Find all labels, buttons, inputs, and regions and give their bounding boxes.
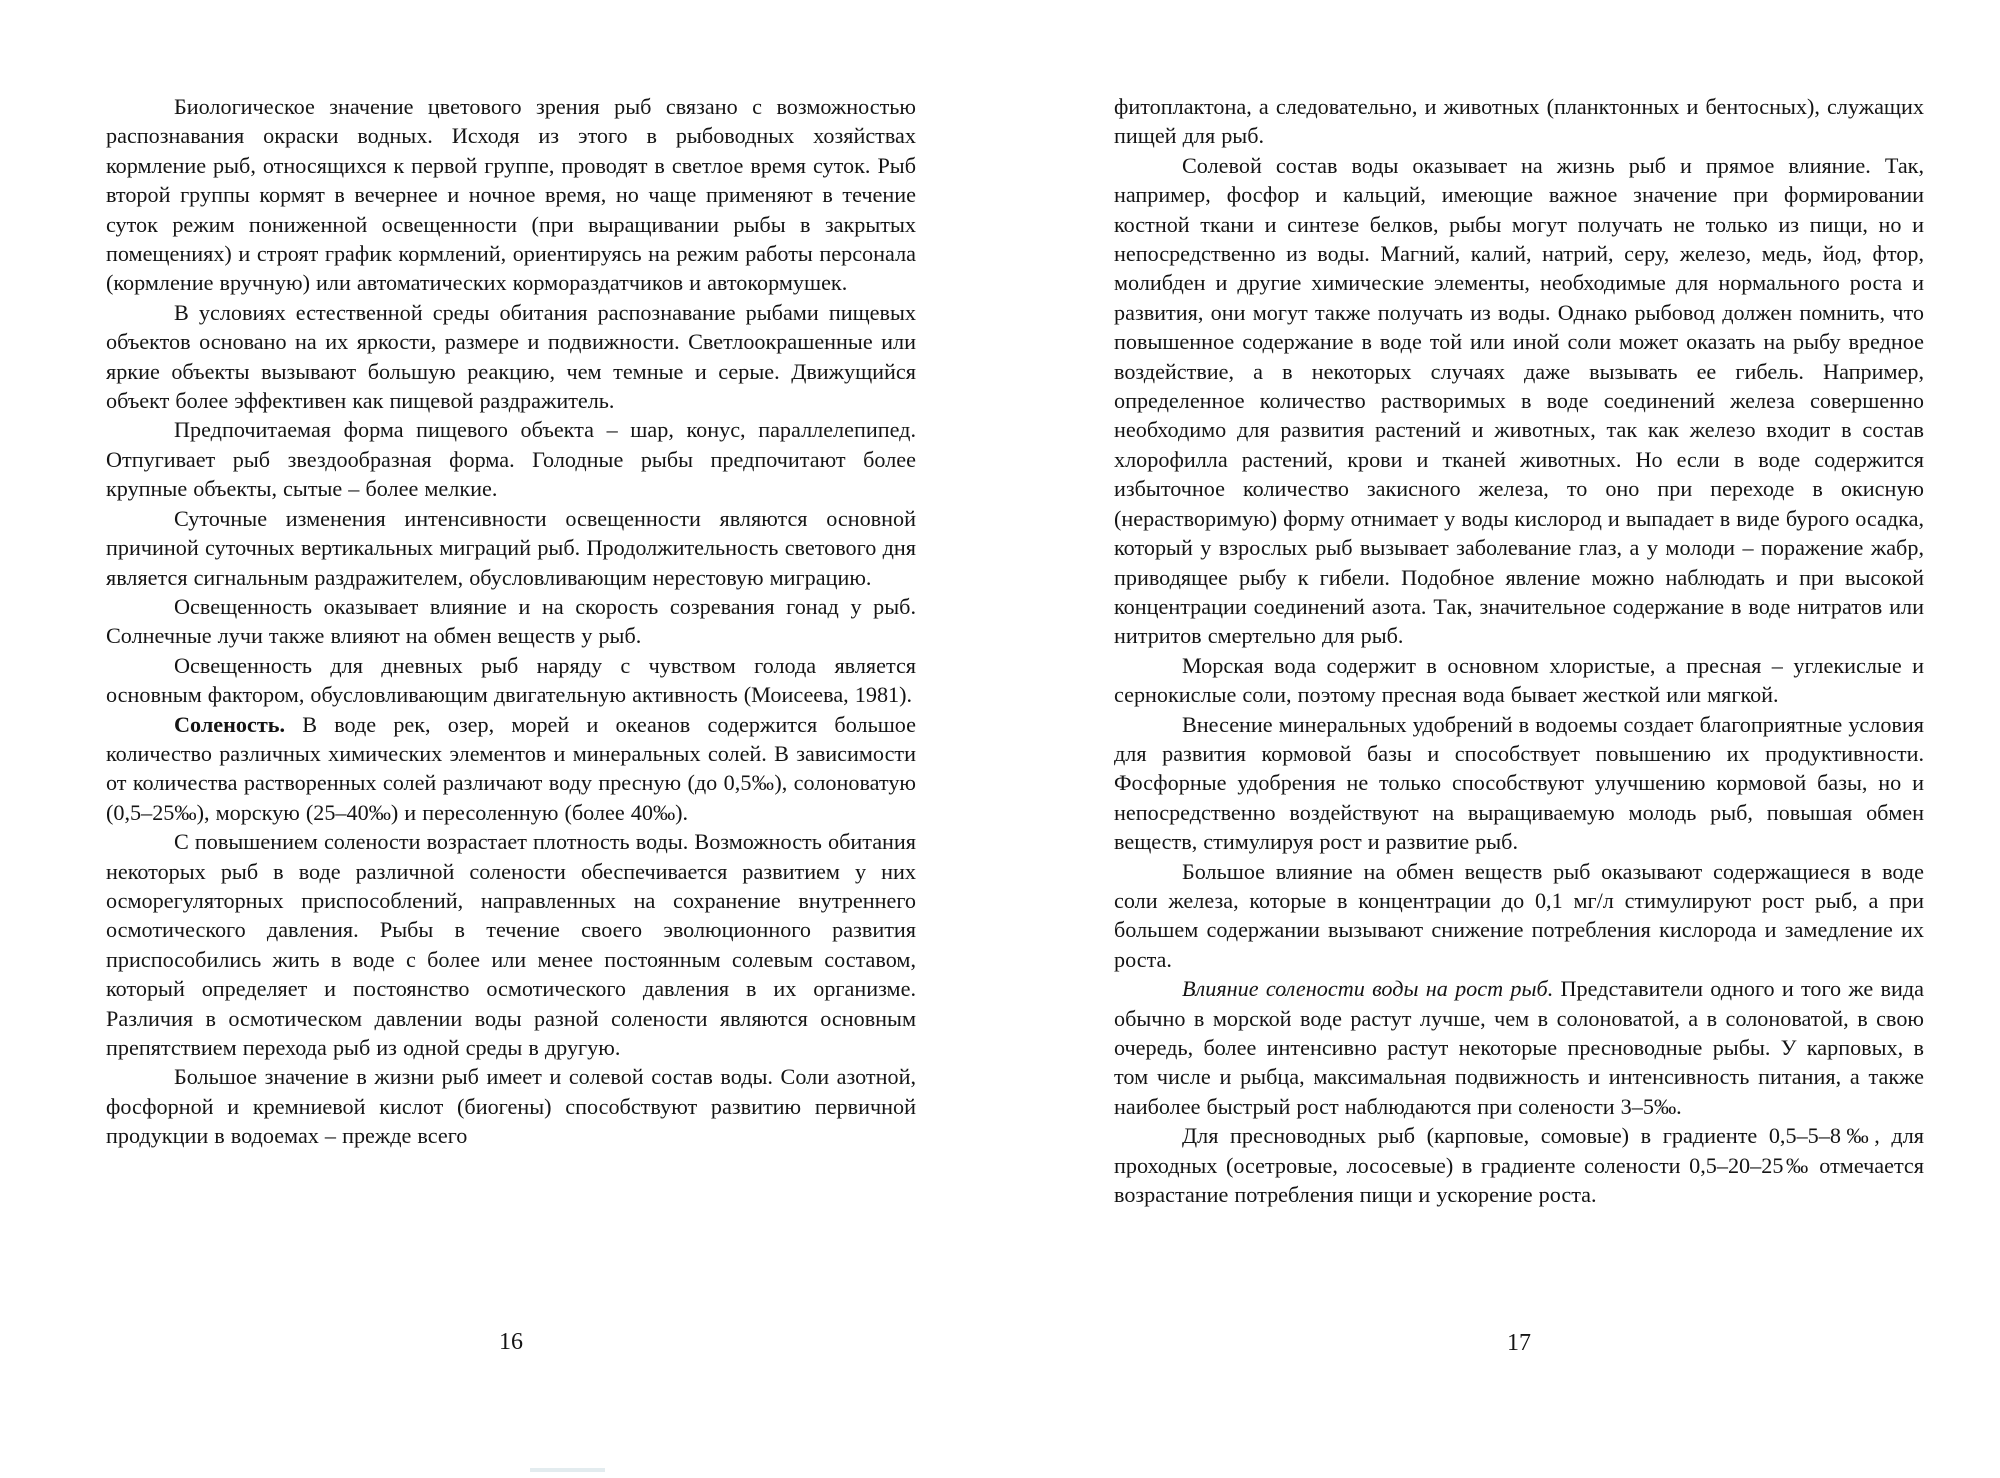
- right-paragraph-2: Солевой состав воды оказывает на жизнь рыб и прямое влияние. Так, например, фосфор и кальций, имеющие важное значение при формировании костной ткани и синтезе белков, рыбы могут получать не только из пищи, но и непосредственно из воды. Магний, калий, натрий, серу, железо, медь, йод, фтор, молибден и другие химические элементы, необходимые для нормального роста и развития, они могут также получать из воды. Однако рыбовод должен помнить, что повышенное содержание в воде той или иной соли может оказать на рыбу вредное воздействие, а в некоторых случаях даже вызывать ее гибель. Например, определенное количество растворимых в воде соединений железа совершенно необходимо для развития растений и животных, так как железо входит в состав хлорофилла растений, крови и тканей животных. Но если в воде содержится избыточное количество закисного железа, то оно при переходе в окисную (нерастворимую) форму отнимает у воды кислород и выпадает в виде бурого осадка, который у взрослых рыб вызывает заболевание глаз, а у молоди – поражение жабр, приводящее рыбу к гибели. Подобное явление можно наблюдать и при высокой концентрации соединений азота. Так, значительное содержание в воде нитратов или нитритов смертельно для рыб.: [1114, 152, 1924, 649]
- right-paragraph-1: фитоплактона, а следовательно, и животных (планктонных и бентосных), служащих пищей для рыб.: [1114, 94, 1924, 149]
- left-paragraph-5: Освещенность оказывает влияние и на скорость созревания гонад у рыб. Солнечные лучи также влияют на обмен веществ у рыб.: [106, 593, 916, 649]
- right-page: [1114, 92, 1925, 1356]
- growth-heading: Влияние солености воды на рост рыб.: [1182, 976, 1554, 1002]
- left-paragraph-1: Биологическое значение цветового зрения рыб связано с возможностью распознавания окраски водных. Исходя из этого в рыбоводных хозяйствах кормление рыб, относящихся к первой группе, проводят в светлое время суток. Рыб второй группы кормят в вечернее и ночное время, но чаще применяют в течение суток режим пониженной освещенности (при выращивании рыбы в закрытых помещениях) и строят график кормлений, ориентируясь на режим работы персонала (кормление вручную) или автоматических кормораздатчиков и автокормушек.: [106, 94, 916, 296]
- left-paragraph-4: Суточные изменения интенсивности освещенности являются основной причиной суточных вертикальных миграций рыб. Продолжительность светового дня является сигнальным раздражителем, обусловливающим нерестовую миграцию.: [106, 505, 916, 590]
- right-page-number: 17: [1507, 1330, 1531, 1356]
- right-paragraph-4: Внесение минеральных удобрений в водоемы создает благоприятные условия для развития кормовой базы и способствует повышению их продуктивности. Фосфорные удобрения не только способствуют улучшению кормовой базы, но и непосредственно воздействуют на выращиваемую молодь рыб, повышая обмен веществ, стимулируя рост и развитие рыб.: [1114, 711, 1924, 855]
- left-paragraph-7-salinity: [106, 710, 916, 828]
- growth-text: Представители одного и того же вида обычно в морской воде растут лучше, чем в солоноватой, а в солоноватой, в свою очередь, более интенсивно растут некоторые пресноводные рыбы. У карповых, в том числе и рыбца, максимальная подвижность и интенсивность питания, а также наиболее быстрый рост наблюдаются при солености 3–5‰.: [1114, 976, 1925, 1119]
- right-paragraph-7: Для пресноводных рыб (карповые, сомовые) в градиенте 0,5–5–8‰, для проходных (осетровые, лососевые) в градиенте солености 0,5–20–25‰ отмечается возрастание потребления пищи и ускорение роста.: [1114, 1123, 1924, 1208]
- left-paragraph-2: В условиях естественной среды обитания распознавание рыбами пищевых объектов основано на их яркости, размере и подвижности. Светлоокрашенные или яркие объекты вызывают большую реакцию, чем темные и серые. Движущийся объект более эффективен как пищевой раздражитель.: [106, 299, 916, 414]
- salinity-heading: Соленость.: [174, 711, 286, 737]
- right-paragraph-3: Морская вода содержит в основном хлористые, а пресная – углекислые и сернокислые соли, поэтому пресная вода бывает жесткой или мягкой.: [1114, 652, 1924, 708]
- left-paragraph-8: С повышением солености возрастает плотность воды. Возможность обитания некоторых рыб в воде различной солености обеспечивается развитием у них осморегуляторных приспособлений, направленных на сохранение внутреннего осмотического давления. Рыбы в течение своего эволюционного развития приспособились жить в воде с более или менее постоянным солевым составом, который определяет и постоянство осмотического давления в их организме. Различия в осмотическом давлении воды разной солености являются основным препятствием перехода рыб из одной среды в другую.: [106, 829, 916, 1060]
- left-paragraph-3: Предпочитаемая форма пищевого объекта – шар, конус, параллелепипед. Отпугивает рыб звездообразная форма. Голодные рыбы предпочитают более крупные объекты, сытые – более мелкие.: [106, 417, 916, 502]
- salinity-text: В воде рек, озер, морей и океанов содержится большое количество различных химических элементов и минеральных солей. В зависимости от количества растворенных солей различают воду пресную (до 0,5‰), солоноватую (0,5–25‰), морскую (25–40‰) и пересоленную (более 40‰).: [106, 711, 916, 825]
- left-paragraph-9: Большое значение в жизни рыб имеет и солевой состав воды. Соли азотной, фосфорной и кремниевой кислот (биогены) способствуют развитию первичной продукции в водоемах – прежде всего: [106, 1064, 916, 1149]
- right-paragraph-5: Большое влияние на обмен веществ рыб оказывают содержащиеся в воде соли железа, которые в концентрации до 0,1 мг/л стимулируют рост рыб, а при большем содержании вызывают снижение потребления кислорода и замедление их роста.: [1114, 858, 1924, 972]
- left-paragraph-6: Освещенность для дневных рыб наряду с чувством голода является основным фактором, обусловливающим двигательную активность (Моисеева, 1981).: [106, 652, 916, 708]
- right-paragraph-6-growth: [1114, 974, 1924, 1121]
- scan-edge-mark: [530, 1468, 605, 1472]
- left-page: [106, 92, 916, 1355]
- left-page-number: 16: [499, 1329, 523, 1355]
